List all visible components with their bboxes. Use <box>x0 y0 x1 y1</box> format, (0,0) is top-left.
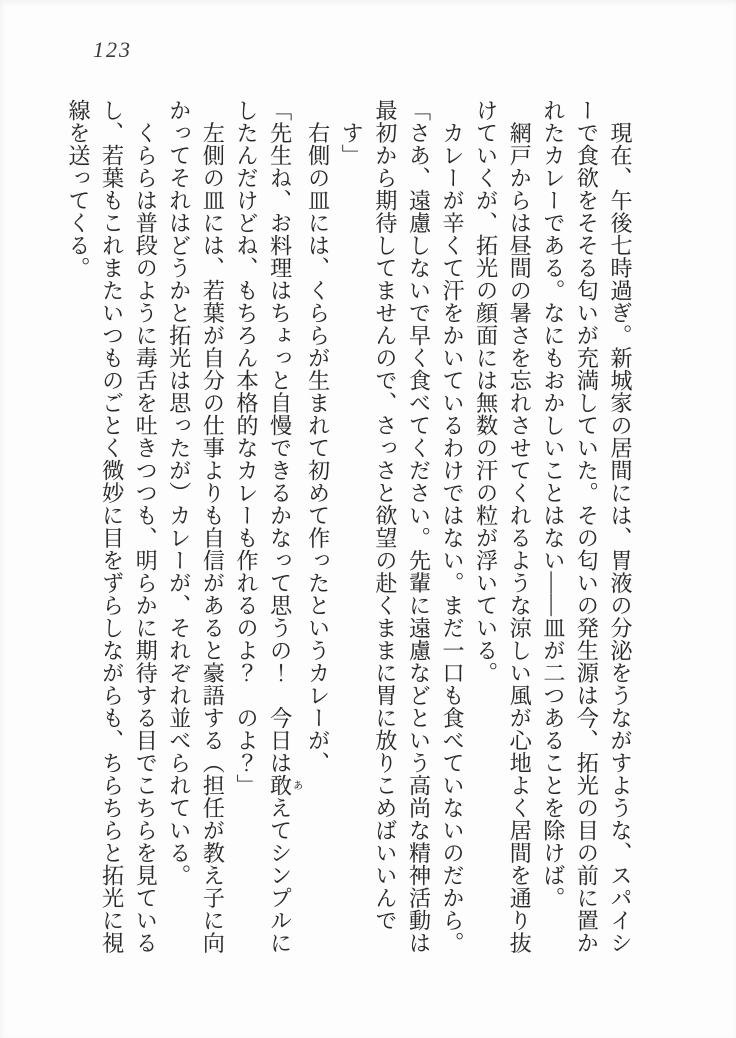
text-line: カレーが辛くて汗をかいているわけではない。まだ一口も食べていないのだから。 <box>440 99 466 954</box>
text-line: 現在、午後七時過ぎ。新城家の居間には、胃液の分泌をうながすような、スパイシ <box>608 99 633 954</box>
text-line: れたカレーである。なにもおかしいことはない——皿が二つあることを除けば。 <box>540 99 566 909</box>
text-segment: えてシンプルに <box>267 796 293 954</box>
text-line-with-ruby <box>263 99 301 957</box>
page-number: 123 <box>93 37 132 62</box>
text-line: 網戸からは昼間の暑さを忘れさせてくれるような涼しい風が心地よく居間を通り抜 <box>507 99 533 954</box>
text-line: 線を送ってくる。 <box>66 99 91 279</box>
text-line: かってそれはどうかと拓光は思ったが）カレーが、それぞれ並べられている。 <box>166 99 192 887</box>
ruby-base: 敢 <box>267 774 293 797</box>
text-line: したんだけどね、もちろん本格的なカレーも作れるのよ？ のよ？」 <box>233 99 259 797</box>
text-line: 左側の皿には、若葉が自分の仕事よりも自信があると豪語する（担任が教え子に向 <box>200 99 226 954</box>
text-line: けていくが、拓光の顔面には無数の汗の粒が浮いている。 <box>473 99 499 684</box>
ruby-annotation <box>267 774 302 797</box>
text-segment: 「先生ね、お料理はちょっと自慢できるかなって思うの！ 今日は <box>267 99 293 774</box>
text-line: 最初から期待してませんので、さっさと欲望の赴くままに胃に放りこめばいいんで <box>372 99 398 932</box>
text-line: し、若葉もこれまたいつものごとく微妙に目をずらしながらも、ちらちらと拓光に視 <box>99 99 125 954</box>
text-line: ーで食欲をそそる匂いが充満していた。その匂いの発生源は今、拓光の目の前に置か <box>574 99 600 954</box>
text-line: くららは普段のように毒舌を吐きつつも、明らかに期待する目でこちらを見ている <box>133 99 159 954</box>
body-text <box>61 99 637 957</box>
text-line: 右側の皿には、くららが生まれて初めて作ったというカレーが、 <box>305 99 331 774</box>
text-line: 「さあ、遠慮しないで早く食べてください。先輩に遠慮などという高尚な精神活動は <box>406 99 432 954</box>
text-line: す」 <box>339 99 365 167</box>
ruby-text: あ <box>290 774 302 797</box>
